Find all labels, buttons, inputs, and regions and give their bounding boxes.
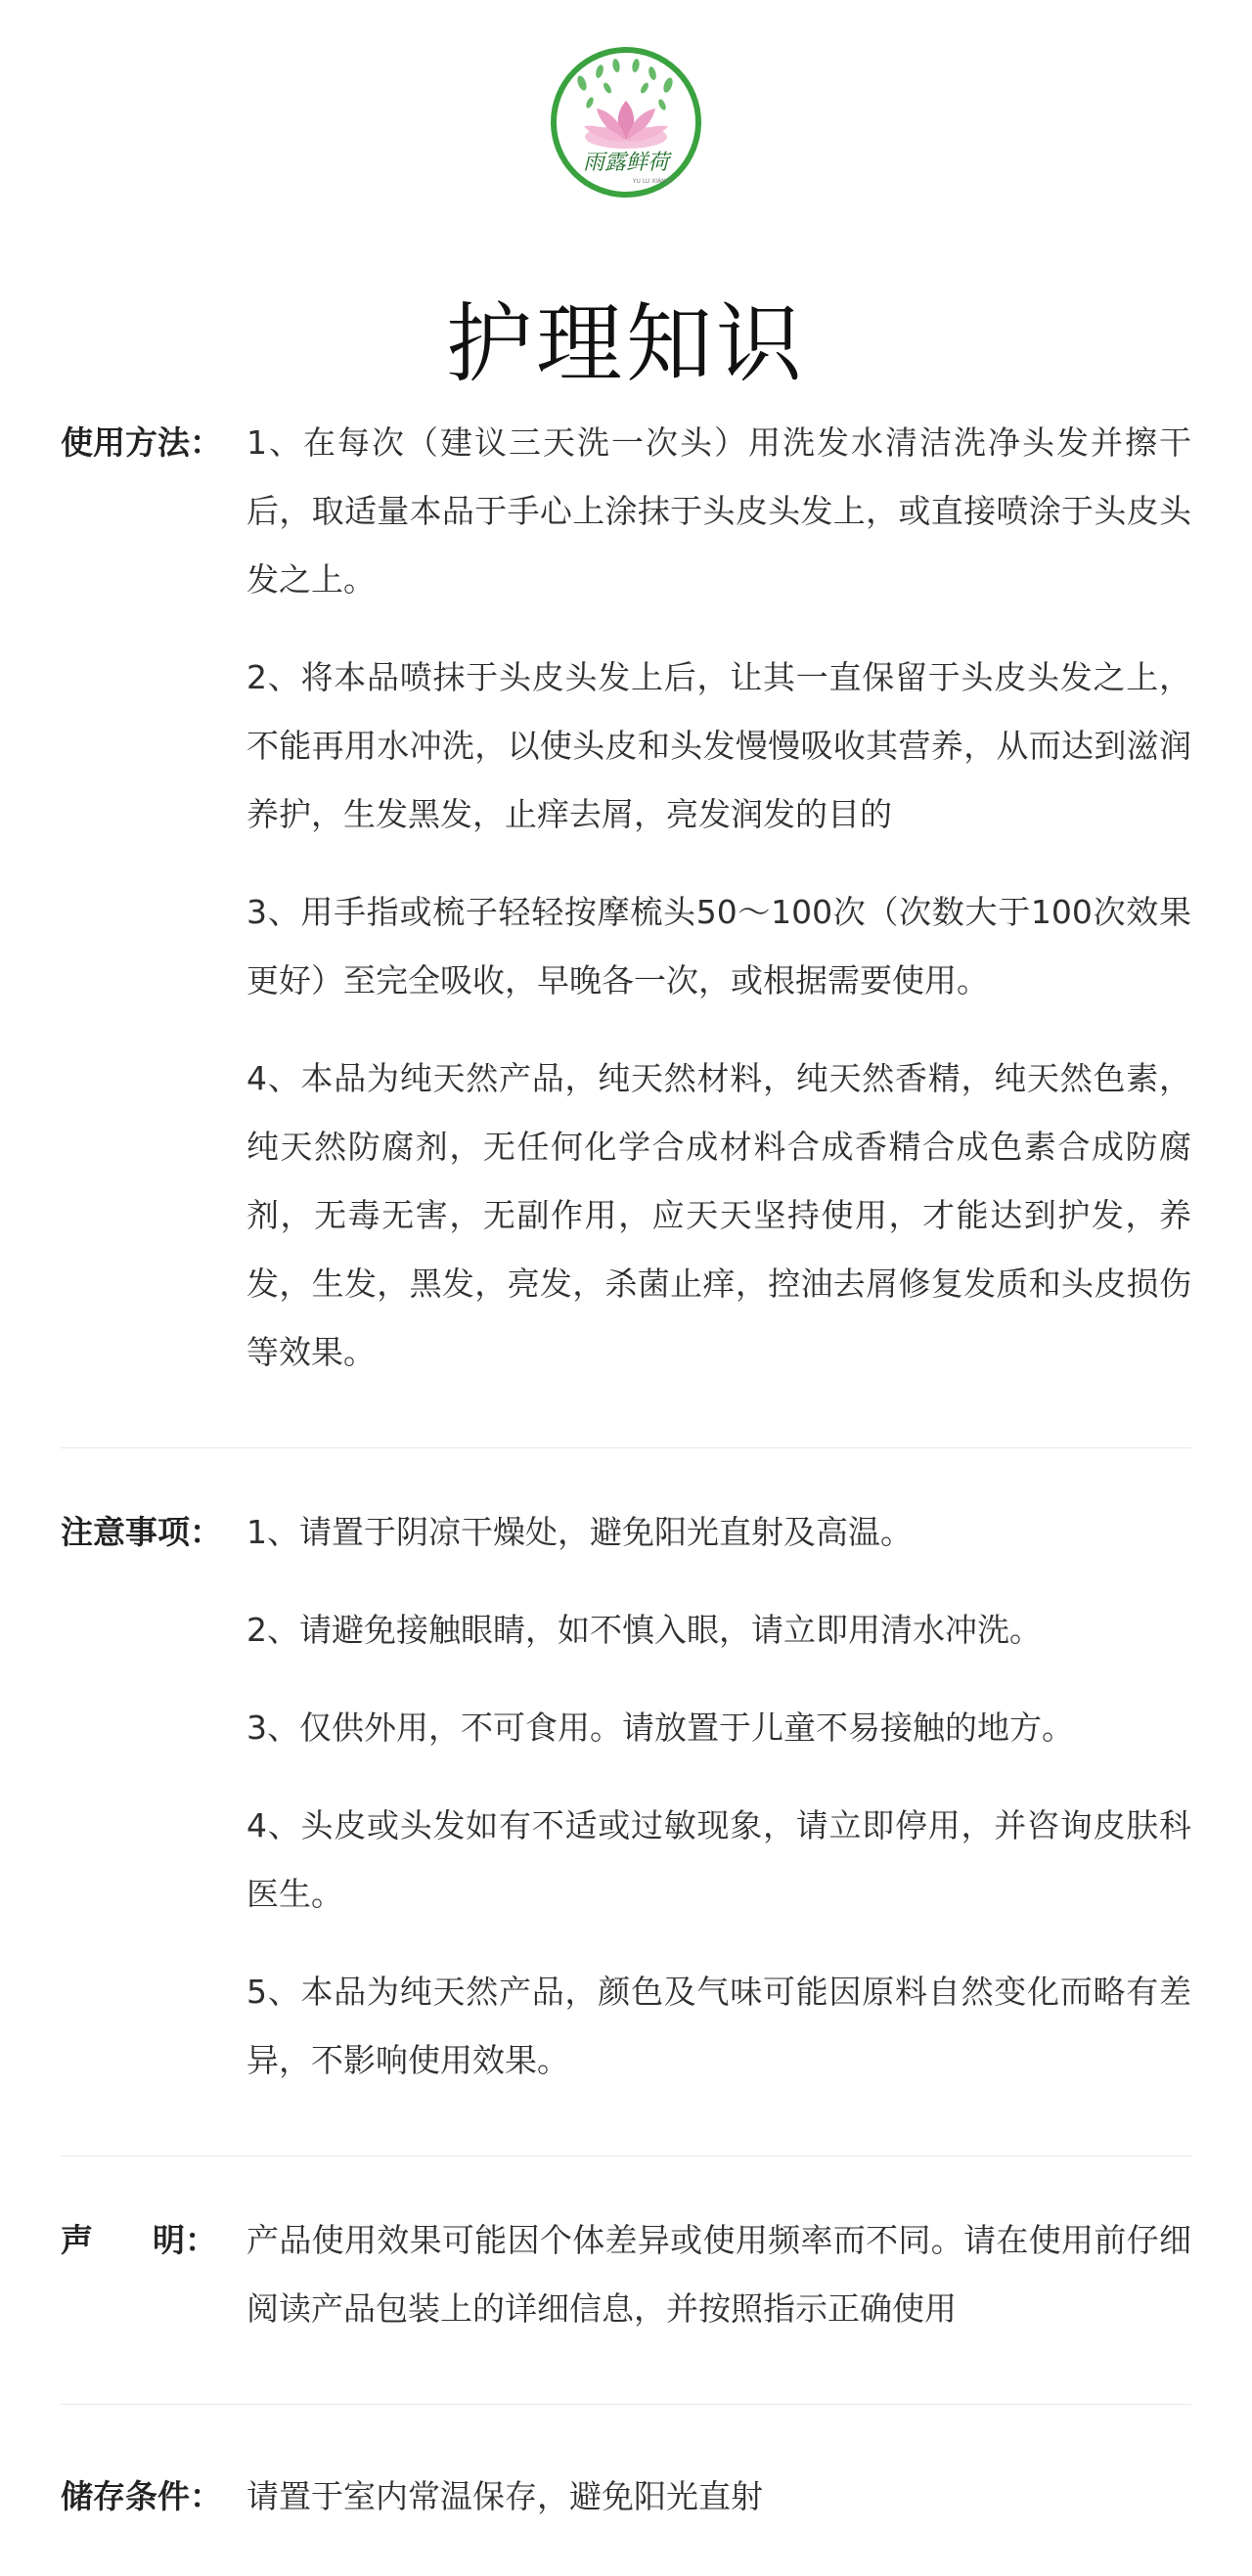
storage-body <box>246 2463 1191 2531</box>
divider-3 <box>61 2404 1191 2405</box>
usage-paragraph-3: 3、用手指或梳子轻轻按摩梳头50～100次（次数大于100次效果更好）至完全吸收，早晚各一次，或根据需要使用。 <box>246 893 1191 999</box>
statement-body <box>246 2206 1191 2343</box>
statement-label-first: 声 <box>61 2221 93 2259</box>
usage-label: 使用方法： <box>61 423 222 462</box>
statement-label <box>61 2206 246 2275</box>
logo-brand-subtext: YU LU XIAN H <box>632 178 673 185</box>
page-title: 护理知识 <box>445 292 806 394</box>
storage-label: 储存条件： <box>61 2477 222 2515</box>
usage-paragraph-2: 2、将本品喷抹于头皮头发上后，让其一直保留于头皮头发之上，不能再用水冲洗，以使头皮和头发慢慢吸收其营养，从而达到滋润养护，生发黑发，止痒去屑，亮发润发的目的 <box>246 658 1191 833</box>
notes-body <box>246 1498 1191 2095</box>
notes-paragraph-2: 2、请避免接触眼睛，如不慎入眼，请立即用清水冲洗。 <box>246 1611 1042 1649</box>
logo-brand-text: 雨露鲜荷 <box>582 151 670 175</box>
statement-paragraph-1: 产品使用效果可能因个体差异或使用频率而不同。请在使用前仔细阅读产品包装上的详细信息，并按照指示正确使用 <box>246 2221 1191 2328</box>
divider-1 <box>61 1447 1191 1448</box>
notes-paragraph-1: 1、请置于阴凉干燥处，避免阳光直射及高温。 <box>246 1513 913 1551</box>
usage-paragraph-1: 1、在每次（建议三天洗一次头）用洗发水清洁洗净头发并擦干后，取适量本品于手心上涂抹于头皮头发上，或直接喷涂于头皮头发之上。 <box>246 423 1191 599</box>
usage-body <box>246 409 1191 1387</box>
notes-paragraph-5: 5、本品为纯天然产品，颜色及气味可能因原料自然变化而略有差异，不影响使用效果。 <box>246 1973 1191 2079</box>
usage-paragraph-4: 4、本品为纯天然产品，纯天然材料，纯天然香精，纯天然色素，纯天然防腐剂，无任何化学合成材料合成香精合成色素合成防腐剂，无毒无害，无副作用，应天天坚持使用，才能达到护发，养发，生发，黑发，亮发，杀菌止痒，控油去屑修复发质和头皮损伤等效果。 <box>246 1059 1191 1371</box>
divider-2 <box>61 2155 1191 2156</box>
lotus-logo-icon <box>543 44 709 200</box>
statement-label-second: 明： <box>153 2221 217 2259</box>
notes-paragraph-3: 3、仅供外用，不可食用。请放置于儿童不易接触的地方。 <box>246 1709 1074 1747</box>
notes-paragraph-4: 4、头皮或头发如有不适或过敏现象，请立即停用，并咨询皮肤科医生。 <box>246 1806 1191 1913</box>
brand-logo <box>543 44 709 200</box>
storage-paragraph-1: 请置于室内常温保存，避免阳光直射 <box>246 2477 763 2515</box>
notes-label: 注意事项： <box>61 1513 222 1551</box>
